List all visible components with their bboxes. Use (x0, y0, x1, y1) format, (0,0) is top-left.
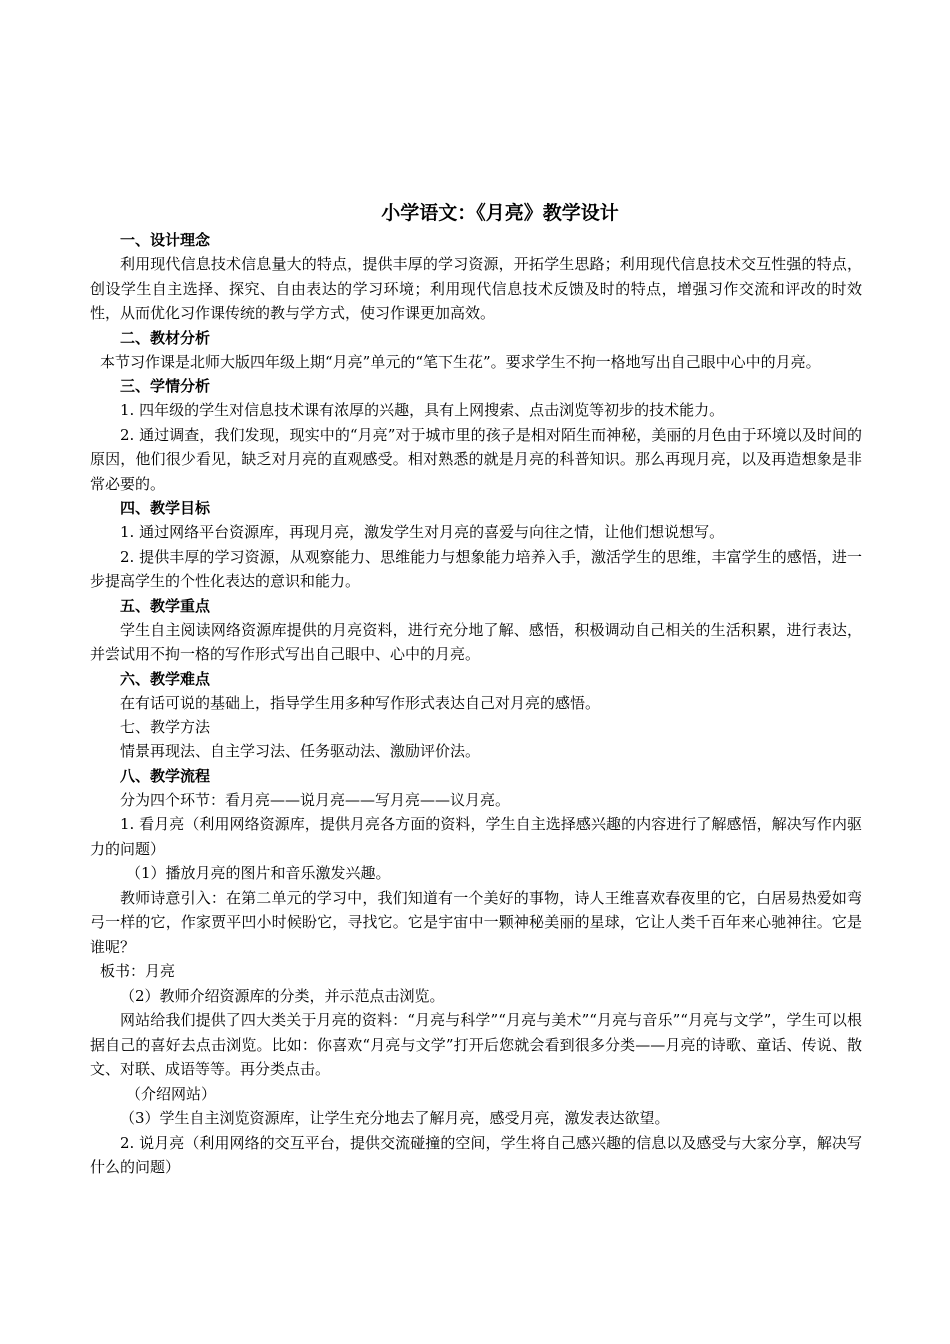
paragraph: （2）教师介绍资源库的分类，并示范点击浏览。 (120, 986, 445, 1005)
paragraph: 2. 提供丰厚的学习资源，从观察能力、思维能力与想象能力培养入手，激活学生的思维，丰富学生的感悟，进一步提高学生的个性化表达的意识和能力。 (90, 547, 862, 590)
paragraph: （3）学生自主浏览资源库，让学生充分地去了解月亮，感受月亮，激发表达欲望。 (120, 1109, 670, 1127)
paragraph: 教师诗意引入：在第二单元的学习中，我们知道有一个美好的事物，诗人王维喜欢春夜里的它，白居易热爱如弯弓一样的它，作家贾平凹小时候盼它，寻找它。它是宇宙中一颗神秘美丽的星球，它让人类千百年来心驰神往。它是谁呢？ (90, 888, 862, 956)
paragraph: 板书：月亮 (100, 962, 176, 980)
section-heading-key-points: 五、教学重点 (120, 596, 211, 615)
paragraph: 利用现代信息技术信息量大的特点，提供丰厚的学习资源，开拓学生思路；利用现代信息技术交互性强的特点，创设学生自主选择、探究、自由表达的学习环境；利用现代信息技术反馈及时的特点，增强习作交流和评改的时效性，从而优化习作课传统的教与学方式，使习作课更加高效。 (90, 255, 862, 322)
section-heading-teaching-goals: 四、教学目标 (120, 499, 211, 517)
paragraph: （1）播放月亮的图片和音乐激发兴趣。 (126, 864, 391, 882)
section-heading-difficulties: 六、教学难点 (120, 669, 211, 688)
paragraph: 2. 通过调查，我们发现，现实中的“月亮”对于城市里的孩子是相对陌生而神秘，美丽的月色由于环境以及时间的原因，他们很少看见，缺乏对月亮的直观感受。相对熟悉的就是月亮的科普知识。那么再现月亮，以及再造想象是非常必要的。 (90, 425, 862, 493)
paragraph: （介绍网站） (126, 1084, 217, 1103)
section-heading-design-concept: 一、设计理念 (120, 231, 211, 249)
paragraph: 情景再现法、自主学习法、任务驱动法、激励评价法。 (120, 742, 481, 760)
document-title: 小学语文：《月亮》教学设计 (381, 202, 619, 224)
section-heading-teaching-methods: 七、教学方法 (120, 718, 211, 736)
paragraph: 在有话可说的基础上，指导学生用多种写作形式表达自己对月亮的感悟。 (120, 693, 601, 712)
paragraph: 网站给我们提供了四大类关于月亮的资料：“月亮与科学”“月亮与美术”“月亮与音乐”“月亮与文学”，学生可以根据自己的喜好去点击浏览。比如：你喜欢“月亮与文学”打开后您就会看到很多分类——月亮的诗歌、童话、传说、散文、对联、成语等等。再分类点击。 (90, 1011, 862, 1078)
document-page (90, 200, 862, 1180)
section-heading-teaching-process: 八、教学流程 (120, 766, 211, 785)
section-heading-student-analysis: 三、学情分析 (120, 377, 211, 395)
paragraph: 学生自主阅读网络资源库提供的月亮资料，进行充分地了解、感悟，积极调动自己相关的生活积累，进行表达，并尝试用不拘一格的写作形式写出自己眼中、心中的月亮。 (90, 620, 862, 663)
paragraph: 1. 四年级的学生对信息技术课有浓厚的兴趣，具有上网搜索、点击浏览等初步的技术能力。 (120, 401, 725, 419)
paragraph: 分为四个环节：看月亮——说月亮——写月亮——议月亮。 (120, 790, 511, 809)
paragraph: 本节习作课是北师大版四年级上期“月亮”单元的“笔下生花”。要求学生不拘一格地写出自己眼中心中的月亮。 (100, 352, 821, 371)
paragraph: 1. 通过网络平台资源库，再现月亮，激发学生对月亮的喜爱与向往之情，让他们想说想写。 (120, 523, 725, 541)
paragraph: 2. 说月亮（利用网络的交互平台，提供交流碰撞的空间，学生将自己感兴趣的信息以及感受与大家分享，解决写什么的问题） (90, 1133, 862, 1176)
section-heading-material-analysis: 二、教材分析 (120, 328, 211, 347)
paragraph: 1. 看月亮（利用网络资源库，提供月亮各方面的资料，学生自主选择感兴趣的内容进行了解感悟，解决写作内驱力的问题） (90, 815, 862, 858)
